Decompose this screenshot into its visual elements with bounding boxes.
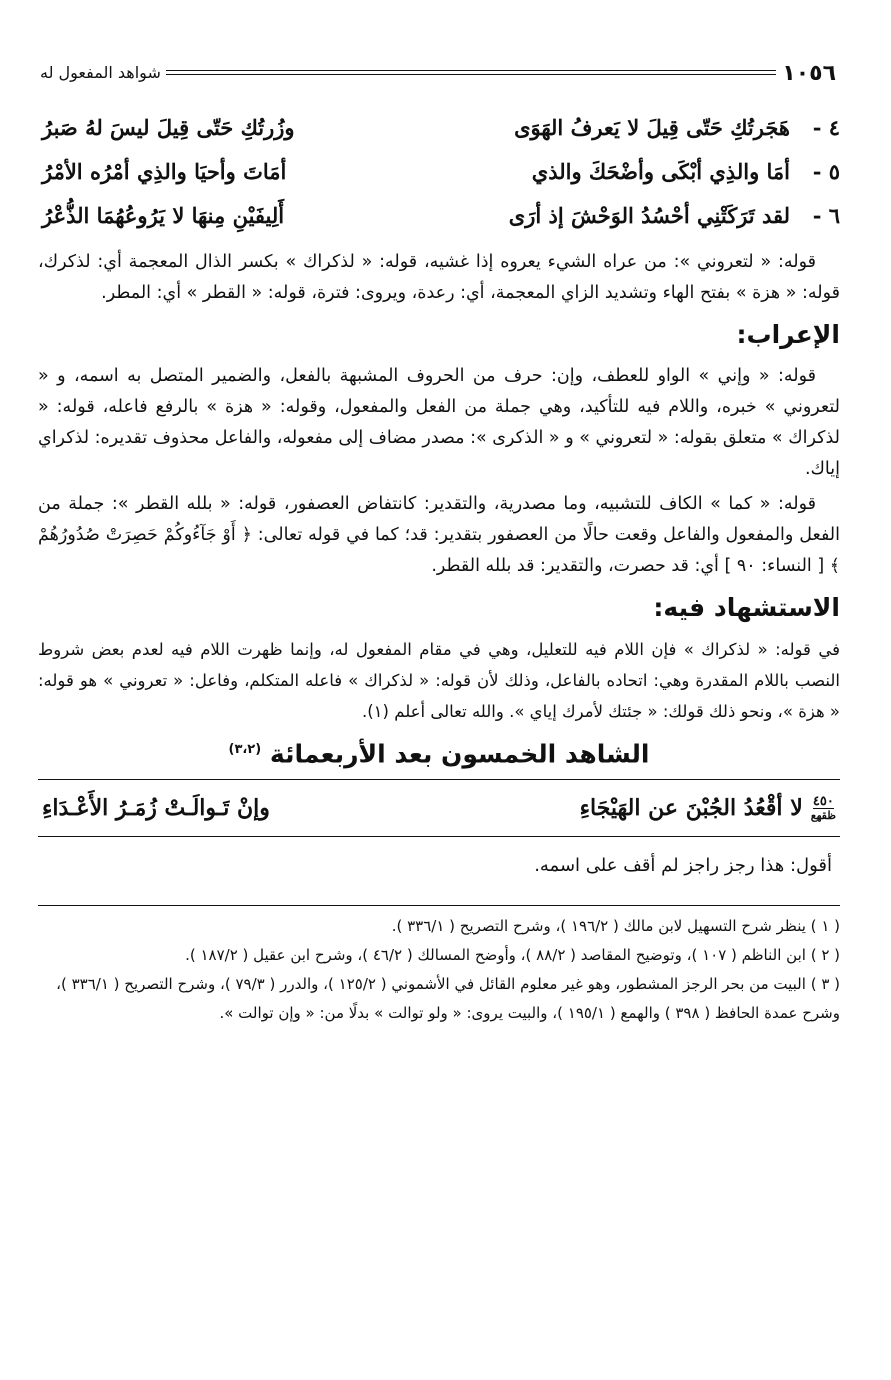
verse-second-hemistich: أَلِيفَيْنِ مِنهَا لا يَرُوعُهُمَا الذُّعْرُ	[42, 203, 285, 228]
footnotes	[38, 912, 840, 1028]
book-page	[38, 55, 840, 1028]
irab-heading: الإعراب:	[736, 320, 840, 349]
shahid-title-text: الشاهد الخمسون بعد الأربعمائة	[269, 739, 650, 769]
shahid-verse-box	[38, 779, 840, 837]
verse-number: ٤ -	[812, 115, 840, 140]
irab-paragraph-2: قوله: « كما » الكاف للتشبيه، وما مصدرية، والتقدير: كانتفاض العصفور، قوله: « بلله القطر »: جملة من الفعل والمفعول والفاعل وقعت حالًا من العصفور بتقدير: قد؛ كما في قوله تعالى: ﴿ أَوْ جَآءُوكُمْ حَصِرَتْ صُدُورُهُمْ ﴾ [ النساء: ٩٠ ] أي: قد حصرت، والتقدير: قد بلله القطر.	[38, 494, 840, 576]
page-header	[38, 55, 840, 87]
shahid-title-footnote-ref: (٣،٢)	[228, 742, 262, 757]
verse-second-hemistich: وزُرتُكِ حَتّى قِيلَ ليسَ لهُ صَبرُ	[42, 115, 295, 140]
verse-number: ٥ -	[812, 159, 840, 184]
shahid-number-label: ظقهع	[810, 808, 836, 822]
running-title: شواهد المفعول له	[40, 63, 161, 82]
verse-first-hemistich: لقد تَرَكَتْنِي أحْسُدُ الوَحْشَ إذ أرَى	[508, 203, 790, 228]
footnote-separator	[38, 905, 840, 906]
verse-first-hemistich: هَجَرتُكِ حَتّى قِيلَ لا يَعرفُ الهَوَى	[514, 115, 790, 140]
header-rule	[166, 70, 776, 75]
shahid-first-hemistich: لا أقْعُدُ الجُبْنَ عن الهَيْجَاءِ	[579, 795, 803, 822]
page-number: ١٠٥٦	[782, 61, 836, 86]
verses-block	[38, 115, 840, 247]
istishhad-heading: الاستشهاد فيه:	[653, 593, 840, 622]
footnote-2: ( ٢ ) ابن الناظم ( ١٠٧ )، وتوضيح المقاصد ( ٨٨/٢ )، وأوضح المسالك ( ٤٦/٢ )، وشرح ابن عقيل ( ١٨٧/٢ ).	[185, 946, 840, 965]
irab-paragraph-1: قوله: « وإني » الواو للعطف، وإن: حرف من الحروف المشبهة بالفعل، والضمير المتصل به اسمه، و « لتعروني » خبره، واللام فيه للتأكيد، وهي جملة من الفعل والمفعول، وقوله: « هزة » بالرفع فاعله، قوله: « لذكراك » متعلق بقوله: « لتعروني » و « الذكرى »: مصدر مضاف إلى مفعوله، والفاعل محذوف تقديره: لذكراي إياك.	[38, 366, 840, 479]
shahid-second-hemistich: وإنْ تَـوالَـتْ زُمَـرُ الأَعْـدَاءِ	[42, 795, 270, 822]
shahid-number-value: ٤٥٠	[812, 793, 834, 809]
verse-number: ٦ -	[812, 203, 840, 228]
verse-line	[38, 203, 840, 247]
verse-line	[38, 115, 840, 159]
footnote-3: ( ٣ ) البيت من بحر الرجز المشطور، وهو غير معلوم القائل في الأشموني ( ١٢٥/٢ )، والدرر ( ٧٩/٣ )، وشرح التصريح ( ٣٣٦/١ )، وشرح عمدة الحافظ ( ٣٩٨ ) والهمع ( ١٩٥/١ )، والبيت يروى: « ولو توالت » بدلًا من: « وإن توالت ».	[56, 975, 840, 1023]
aqul-line: أقول: هذا رجز راجز لم أقف على اسمه.	[534, 855, 832, 877]
verse-second-hemistich: أمَاتَ وأحيَا والذِي أمْرُه الأمْرُ	[42, 159, 287, 184]
verse-line	[38, 159, 840, 203]
shahid-title	[38, 731, 840, 773]
istishhad-paragraph: في قوله: « لذكراك » فإن اللام فيه للتعليل، وهي في مقام المفعول له، وإنما ظهرت اللام فيه لعدم بعض شروط النصب باللام المقدرة وهي: اتحاده بالفاعل، وذلك لأن قوله: « لذكراك » فاعله المتكلم، وفاعل: « تعروني » هو قوله: « هزة »، ونحو ذلك قولك: « جئتك لأمرك إياي ». والله تعالى أعلم (١).	[38, 640, 840, 721]
footnote-1: ( ١ ) ينظر شرح التسهيل لابن مالك ( ١٩٦/٢ )، وشرح التصريح ( ٣٣٦/١ ).	[391, 917, 840, 936]
shahid-number	[811, 795, 836, 822]
verse-first-hemistich: أمَا والذِي أبْكَى وأضْحَكَ والذي	[531, 159, 790, 184]
vocabulary-paragraph: قوله: « لتعروني »: من عراه الشيء يعروه إذا غشيه، قوله: « لذكراك » بكسر الذال المعجمة أي: لذكرك، قوله: « هزة » بفتح الهاء وتشديد الزاي المعجمة، أي: رعدة، ويروى: فترة، قوله: « القطر » أي: المطر.	[38, 252, 840, 303]
